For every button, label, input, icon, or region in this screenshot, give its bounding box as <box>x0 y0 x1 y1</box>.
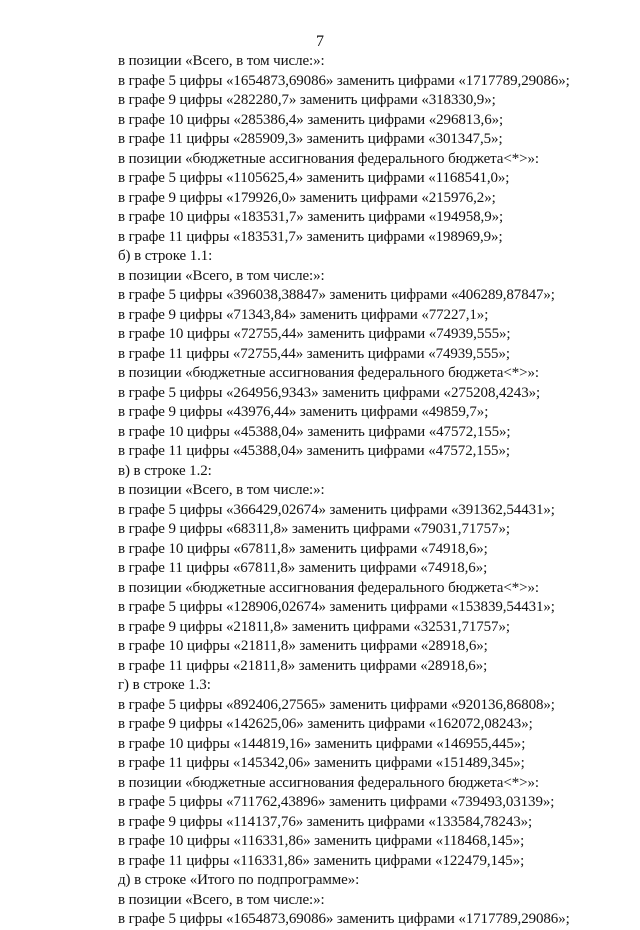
text-line: д) в строке «Итого по подпрограмме»: <box>118 872 360 888</box>
text-line: в позиции «бюджетные ассигнования федерального бюджета<*>»: <box>118 150 539 167</box>
text-line: в графе 10 цифры «45388,04» заменить цифрами «47572,155»; <box>118 423 511 440</box>
text-line: в графе 5 цифры «1105625,4» заменить цифрами «1168541,0»; <box>118 170 510 186</box>
text-line: в графе 9 цифры «68311,8» заменить цифрами «79031,71757»; <box>118 521 510 537</box>
text-line: в) в строке 1.2: <box>118 462 212 479</box>
text-line: в графе 10 цифры «21811,8» заменить цифрами «28918,6»; <box>118 638 488 654</box>
text-line: в графе 11 цифры «72755,44» заменить цифрами «74939,555»; <box>118 345 510 362</box>
text-line: в графе 5 цифры «1654873,69086» заменить цифрами «1717789,29086»; <box>118 72 570 89</box>
text-line: в графе 9 цифры «43976,44» заменить цифрами «49859,7»; <box>118 404 489 420</box>
document-body <box>118 52 570 930</box>
text-line: г) в строке 1.3: <box>118 677 211 693</box>
text-line: в графе 11 цифры «116331,86» заменить цифрами «122479,145»; <box>118 852 525 869</box>
text-line: в графе 5 цифры «128906,02674» заменить цифрами «153839,54431»; <box>118 599 555 615</box>
text-line: в графе 10 цифры «285386,4» заменить цифрами «296813,6»; <box>118 111 504 128</box>
page-number: 7 <box>316 33 324 50</box>
text-line: в графе 11 цифры «285909,3» заменить цифрами «301347,5»; <box>118 131 503 147</box>
text-line: в позиции «Всего, в том числе:»: <box>118 53 325 69</box>
text-line: в графе 9 цифры «142625,06» заменить цифрами «162072,08243»; <box>118 716 533 732</box>
text-line: в графе 9 цифры «114137,76» заменить цифрами «133584,78243»; <box>118 813 533 830</box>
text-line: в графе 11 цифры «67811,8» заменить цифрами «74918,6»; <box>118 560 488 576</box>
text-line: в графе 11 цифры «183531,7» заменить цифрами «198969,9»; <box>118 228 503 245</box>
text-line: в позиции «Всего, в том числе:»: <box>118 482 325 498</box>
text-line: в графе 10 цифры «72755,44» заменить цифрами «74939,555»; <box>118 326 511 342</box>
text-line: в графе 9 цифры «21811,8» заменить цифрами «32531,71757»; <box>118 618 510 635</box>
text-line: в графе 5 цифры «1654873,69086» заменить цифрами «1717789,29086»; <box>118 911 570 927</box>
text-line: в графе 5 цифры «892406,27565» заменить цифрами «920136,86808»; <box>118 696 555 713</box>
text-line: в позиции «бюджетные ассигнования федерального бюджета<*>»: <box>118 579 539 596</box>
text-line: в позиции «Всего, в том числе:»: <box>118 267 325 284</box>
text-line: в графе 9 цифры «282280,7» заменить цифрами «318330,9»; <box>118 92 496 108</box>
text-line: в графе 11 цифры «145342,06» заменить цифрами «151489,345»; <box>118 755 525 771</box>
text-line: б) в строке 1.1: <box>118 248 213 264</box>
text-line: в графе 9 цифры «179926,0» заменить цифрами «215976,2»; <box>118 189 496 206</box>
text-line: в графе 9 цифры «71343,84» заменить цифрами «77227,1»; <box>118 306 489 323</box>
text-line: в графе 10 цифры «116331,86» заменить цифрами «118468,145»; <box>118 833 525 849</box>
text-line: в графе 5 цифры «711762,43896» заменить цифрами «739493,03139»; <box>118 794 555 810</box>
text-line: в позиции «Всего, в том числе:»: <box>118 891 325 908</box>
text-line: в позиции «бюджетные ассигнования федерального бюджета<*>»: <box>118 365 539 381</box>
text-line: в графе 5 цифры «396038,38847» заменить цифрами «406289,87847»; <box>118 287 555 303</box>
text-line: в графе 10 цифры «144819,16» заменить цифрами «146955,445»; <box>118 735 526 752</box>
text-line: в графе 10 цифры «67811,8» заменить цифрами «74918,6»; <box>118 540 488 557</box>
text-line: в графе 10 цифры «183531,7» заменить цифрами «194958,9»; <box>118 209 504 225</box>
text-line: в графе 5 цифры «264956,9343» заменить цифрами «275208,4243»; <box>118 384 541 401</box>
text-line: в графе 5 цифры «366429,02674» заменить цифрами «391362,54431»; <box>118 501 555 518</box>
text-line: в графе 11 цифры «45388,04» заменить цифрами «47572,155»; <box>118 443 510 459</box>
text-line: в позиции «бюджетные ассигнования федерального бюджета<*>»: <box>118 774 539 791</box>
text-line: в графе 11 цифры «21811,8» заменить цифрами «28918,6»; <box>118 657 488 674</box>
